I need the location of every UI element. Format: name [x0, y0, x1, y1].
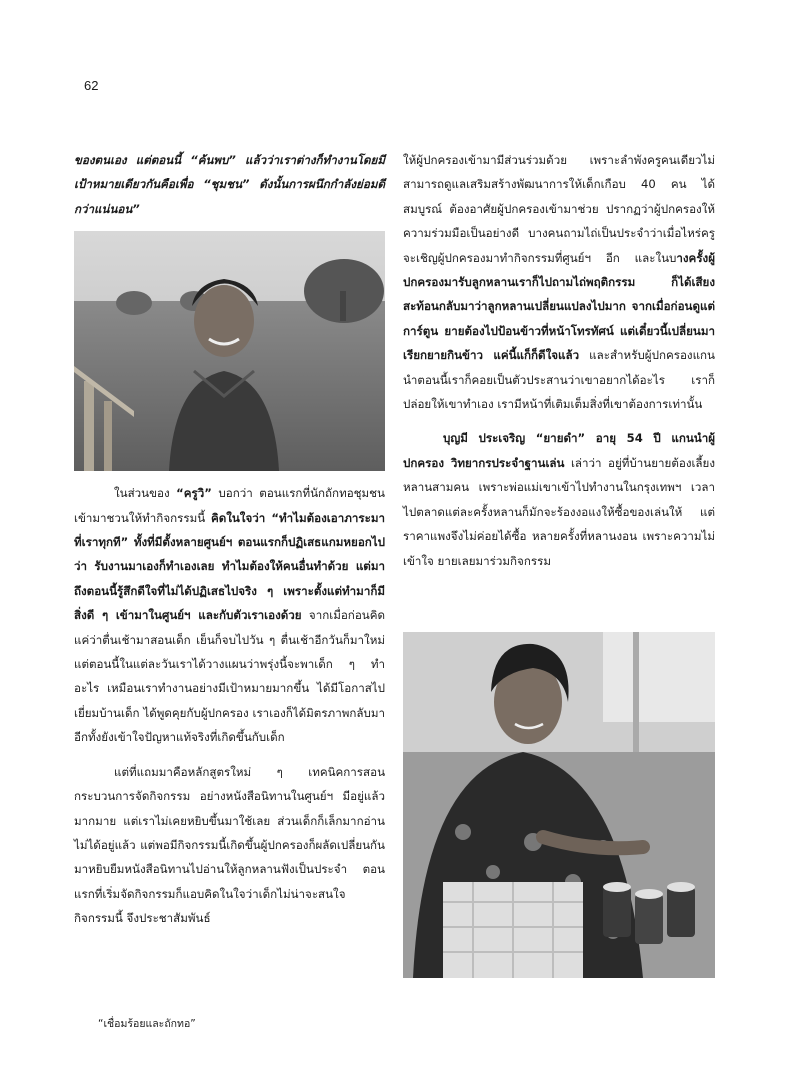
left-column	[74, 148, 385, 931]
photo-teacher	[74, 231, 385, 471]
page-number: 62	[84, 78, 99, 93]
paragraph-yai-dam: บุญมี ประเจริญ “ยายดำ” อายุ 54 ปี แกนนำผู้ปกครอง วิทยากรประจำฐานเล่น เล่าว่า อยู่ที่บ้านยายต้องเลี้ยงหลานสามคน เพราะพ่อแม่เขาเข้าไปทำงานในกรุงเทพฯ เวลาไปตลาดแต่ละครั้งหลานก็มักจะร้องงอแงให้ซื้อของเล่นให้ แต่ราคาแพงจึงไม่ค่อยได้ซื้อ หลายครั้งที่หลานงอน เพราะความไม่เข้าใจ ยายเลยมาร่วมกิจกรรม	[403, 431, 715, 568]
paragraph-curriculum: แต่ที่แถมมาคือหลักสูตรใหม่ ๆ เทคนิคการสอนกระบวนการจัดกิจกรรม อย่างหนังสือนิทานในศูนย์ฯ มีอยู่แล้วมากมาย แต่เราไม่เคยหยิบขึ้นมาใช้เลย ส่วนเด็กก็เล็กมากอ่านไม่ได้อยู่แล้ว แต่พอมีกิจกรรมนี้เกิดขึ้นผู้ปกครองก็ผลัดเปลี่ยนกันมาหยิบยืมหนังสือนิทานไปอ่านให้ลูกหลานฟังเป็นประจำ ตอนแรกที่เริ่มจัดกิจกรรมก็แอบคิดในใจว่าเด็กไม่น่าจะสนใจกิจกรรมนี้ จึงประชาสัมพันธ์	[74, 764, 385, 926]
paragraph-kru-wi: ในส่วนของ “ครูวิ” บอกว่า ตอนแรกที่นักถักทอชุมชนเข้ามาชวนให้ทำกิจกรรมนี้ คิดในใจว่า “ทำไมต้องเอาภาระมาที่เราทุกที” ทั้งที่มีตั้งหลายศูนย์ฯ ตอนแรกก็ปฏิเสธแกมหยอกไปว่า รับงานมาเองก็ทำเองเลย ทำไมต้องให้คนอื่นทำด้วย แต่มาถึงตอนนี้รู้สึกดีใจที่ไม่ได้ปฏิเสธไปจริง ๆ เพราะตั้งแต่ทำมาก็มีสิ่งดี ๆ เข้ามาในศูนย์ฯ และกับตัวเราเองด้วย จากเมื่อก่อนคิดแค่ว่าตื่นเช้ามาสอนเด็ก เย็นก็จบไปวัน ๆ ตื่นเช้าอีกวันก็มาใหม่ แต่ตอนนี้ในแต่ละวันเราได้วางแผนว่าพรุ่งนี้จะพาเด็ก ๆ ทำอะไร เหมือนเราทำงานอย่างมีเป้าหมายมากขึ้น ได้มีโอกาสไปเยี่ยมบ้านเด็ก ได้พูดคุยกับผู้ปกครอง เราเองก็ได้มิตรภาพกลับมา อีกทั้งยังเข้าใจปัญหาแท้จริงที่เกิดขึ้นกับเด็ก	[74, 486, 385, 745]
footer-caption: “เชื่อมร้อยและถักทอ”	[98, 1018, 196, 1030]
paragraph-parents: ให้ผู้ปกครองเข้ามามีส่วนร่วมด้วย เพราะลำพังครูคนเดียวไม่สามารถดูแลเสริมสร้างพัฒนาการให้เด็กเกือบ 40 คน ได้สมบูรณ์ ต้องอาศัยผู้ปกครองเข้ามาช่วย ปรากฏว่าผู้ปกครองให้ความร่วมมือเป็นอย่างดี บางคนถามไถ่เป็นประจำว่าเมื่อไหร่ครูจะเชิญผู้ปกครองมาทำกิจกรรมที่ศูนย์ฯ อีก และในบางครั้งผู้ปกครองมารับลูกหลานเราก็ไปถามไถ่พฤติกรรม ก็ได้เสียงสะท้อนกลับมาว่าลูกหลานเปลี่ยนแปลงไปมาก จากเมื่อก่อนดูแต่การ์ตูน ยายต้องไปป้อนข้าวที่หน้าโทรทัศน์ แต่เดี๋ยวนี้เปลี่ยนมาเรียกยายกินข้าว แค่นี้แก็ก็ดีใจแล้ว และสำหรับผู้ปกครองแกนนำตอนนี้เราก็คอยเป็นตัวประสานว่าเขาอยากได้อะไร เราก็ปล่อยให้เขาทำเอง เรามีหน้าที่เติมเต็มสิ่งที่เขาต้องการเท่านั้น	[403, 153, 715, 412]
photo-grandmother	[403, 632, 715, 978]
right-column	[403, 148, 715, 573]
intro-paragraph: ของตนเอง แต่ตอนนี้ “ค้นพบ” แล้วว่าเราต่างก็ทำงานโดยมีเป้าหมายเดียวกันคือเพื่อ “ชุมชน” ดังนั้นการผนึกกำลังย่อมดีกว่าแน่นอน”	[74, 153, 385, 216]
